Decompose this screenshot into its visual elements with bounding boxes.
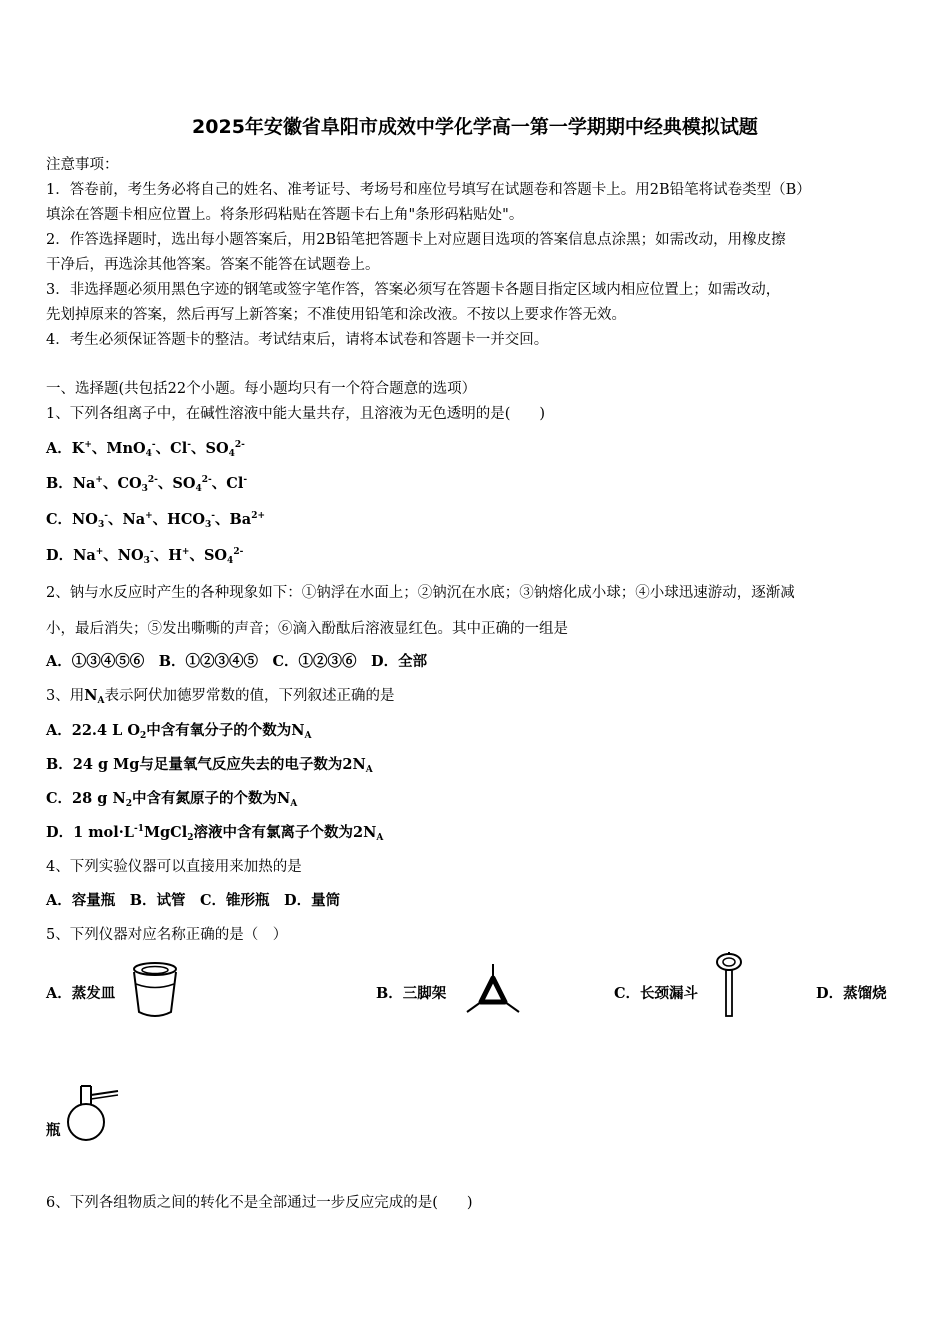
q5-stem: 5、下列仪器对应名称正确的是（ ） [46, 927, 288, 943]
q5-option-c-label: C．长颈漏斗 [614, 985, 699, 1002]
distillation-flask-image [66, 1082, 122, 1144]
notice-line-2: 填涂在答题卡相应位置上。将条形码粘贴在答题卡右上角"条形码粘贴处"。 [46, 207, 524, 223]
exam-title: 2025年安徽省阜阳市成效中学化学高一第一学期期中经典模拟试题 [192, 116, 758, 138]
q1-option-c: C．$NO_3^-$、Na+、$HCO_3^-$、$Ba^{2+}$ [46, 511, 266, 530]
q3-stem: 3、用$N_A$表示阿伏加德罗常数的值，下列叙述正确的是 [46, 687, 395, 706]
notice-heading: 注意事项： [46, 157, 119, 173]
q1-stem: 1、下列各组离子中，在碱性溶液中能大量共存，且溶液为无色透明的是( ) [46, 406, 546, 422]
notice-line-7: 4．考生必须保证答题卡的整洁。考试结束后，请将本试卷和答题卡一并交回。 [46, 332, 549, 348]
q3-option-a: A．22.4 L $O_2$中含有氧分子的个数为$N_A$ [46, 722, 312, 741]
q5-option-a-label: A．蒸发皿 [46, 985, 116, 1002]
long-neck-funnel-image [713, 950, 745, 1020]
q6-stem: 6、下列各组物质之间的转化不是全部通过一步反应完成的是( ) [46, 1195, 473, 1211]
q1-option-a: A．K+、MnO$_4$-、Cl-、$SO_4^{2-}$ [46, 440, 245, 459]
q2-stem-line-1: 2、钠与水反应时产生的各种现象如下：①钠浮在水面上；②钠沉在水底；③钠熔化成小球；④小球迅速游动，逐渐减 [46, 585, 795, 601]
q2-stem-line-2: 小，最后消失；⑤发出嘶嘶的声音；⑥滴入酚酞后溶液显红色。其中正确的一组是 [46, 621, 568, 637]
notice-line-4: 干净后，再选涂其他答案。答案不能答在试题卷上。 [46, 257, 380, 273]
q5-option-b-label: B．三脚架 [376, 985, 447, 1002]
evaporating-dish-image [128, 960, 182, 1020]
notice-line-1: 1．答卷前，考生务必将自己的姓名、准考证号、考场号和座位号填写在试题卷和答题卡上。用2B铅笔将试卷类型（B） [46, 182, 811, 198]
q3-option-b: B．24 g Mg与足量氧气反应失去的电子数为$2N_A$ [46, 756, 373, 775]
q2-options: A．①③④⑤⑥ B．①②③④⑤ C．①②③⑥ D．全部 [46, 653, 428, 670]
q5-option-d-label: D．蒸馏烧 [816, 985, 887, 1002]
q5-option-d-label-cont: 瓶 [46, 1122, 61, 1139]
q3-option-c: C．28 g $N_2$中含有氮原子的个数为$N_A$ [46, 790, 298, 809]
tripod-image [464, 962, 522, 1018]
notice-line-5: 3．非选择题必须用黑色字迹的钢笔或签字笔作答，答案必须写在答题卡各题目指定区域内相应位置上；如需改动， [46, 282, 781, 298]
q4-options: A．容量瓶 B．试管 C．锥形瓶 D．量筒 [46, 892, 341, 909]
q1-option-b: B．Na+、$CO_3^{2-}$、$SO_4^{2-}$、Cl- [46, 475, 248, 494]
q4-stem: 4、下列实验仪器可以直接用来加热的是 [46, 859, 302, 875]
q3-option-d: D．1 $mol\cdot L^{-1}MgCl_2$溶液中含有氯离子个数为$2N_A$ [46, 824, 384, 843]
notice-line-3: 2．作答选择题时，选出每小题答案后，用2B铅笔把答题卡上对应题目选项的答案信息点涂黑；如需改动，用橡皮擦 [46, 232, 786, 248]
notice-line-6: 先划掉原来的答案，然后再写上新答案；不准使用铅笔和涂改液。不按以上要求作答无效。 [46, 307, 626, 323]
section-heading: 一、选择题(共包括22个小题。每小题均只有一个符合题意的选项） [46, 381, 477, 397]
q1-option-d: D．Na+、$NO_3^-$、H+、$SO_4^{2-}$ [46, 547, 244, 566]
